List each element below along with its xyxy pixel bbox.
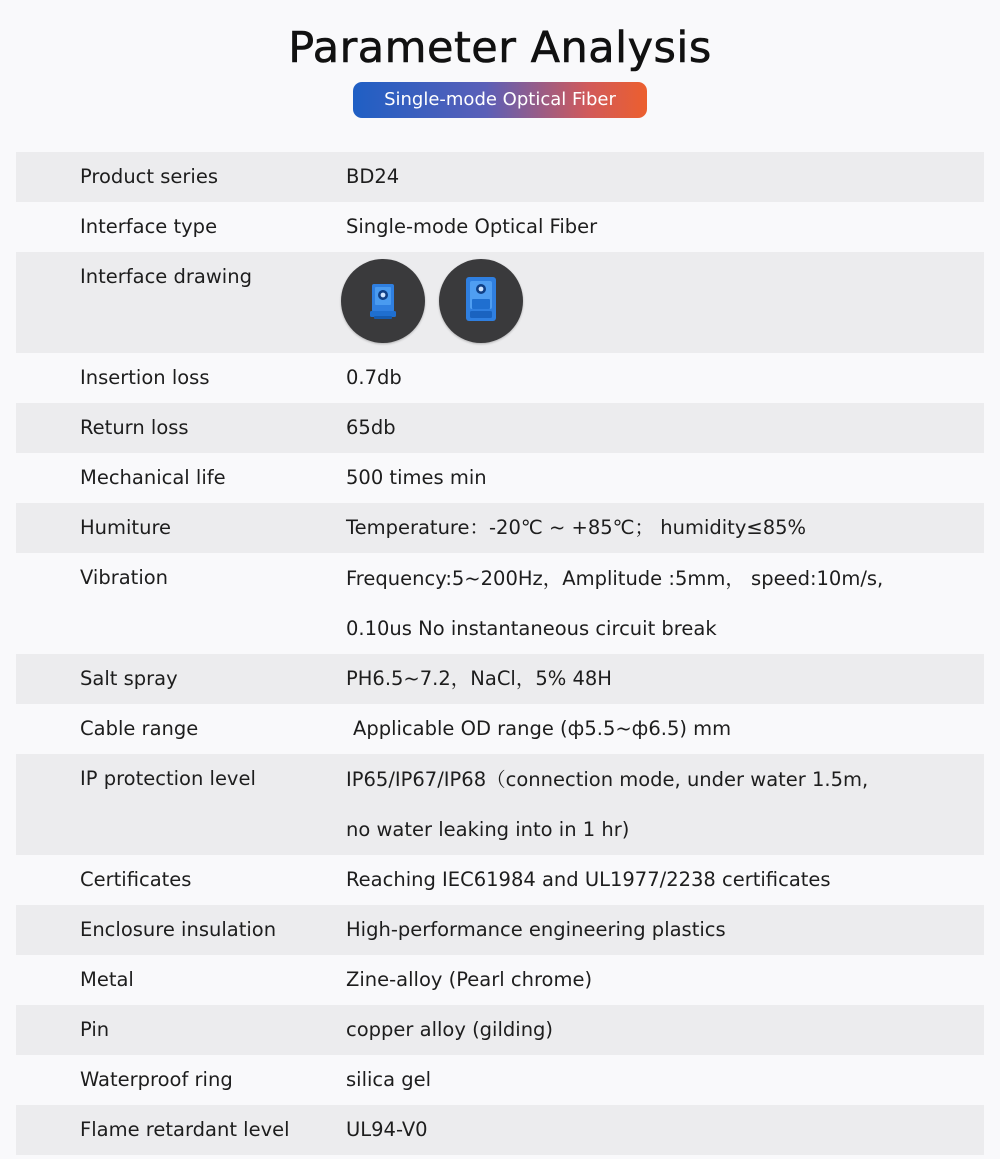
row-label: Interface type [80, 215, 218, 238]
row-label: Metal [80, 968, 134, 991]
row-value [346, 654, 612, 704]
table-row-mechanical-life [16, 453, 984, 503]
fiber-socket-square-icon [439, 259, 523, 343]
table-row-vibration [16, 553, 984, 654]
table-row-waterproof-ring [16, 1055, 984, 1105]
row-label: Product series [80, 165, 218, 188]
row-label: Insertion loss [80, 366, 210, 389]
table-row-flame-retardant-level [16, 1105, 984, 1155]
row-value [346, 704, 731, 754]
row-value [346, 152, 399, 202]
row-label: Waterproof ring [80, 1068, 233, 1091]
row-value [346, 353, 402, 403]
row-label: Certificates [80, 868, 192, 891]
row-value-line: 500 times min [346, 466, 487, 489]
row-value [346, 403, 396, 453]
row-value [346, 1105, 428, 1155]
row-value-line: IP65/IP67/IP68（connection mode, under water 1.5m, [346, 768, 869, 791]
row-value-line: Reaching IEC61984 and UL1977/2238 certificates [346, 868, 831, 891]
row-label: Humiture [80, 516, 172, 539]
row-value [346, 553, 883, 654]
row-value [346, 855, 831, 905]
row-label: Flame retardant level [80, 1118, 290, 1141]
row-label: Pin [80, 1018, 110, 1041]
table-row-enclosure-insulation [16, 905, 984, 955]
row-value [346, 453, 487, 503]
row-value-line: UL94-V0 [346, 1118, 428, 1141]
row-value [346, 503, 806, 553]
row-label: Mechanical life [80, 466, 226, 489]
page-title: Parameter Analysis [288, 23, 712, 73]
row-value [346, 905, 726, 955]
table-row-return-loss [16, 403, 984, 453]
table-row-humiture [16, 503, 984, 553]
table-row-interface-type [16, 202, 984, 252]
row-value [346, 202, 597, 252]
table-row-ip-protection-level [16, 754, 984, 855]
table-row-interface-drawing [16, 252, 984, 353]
badge-wrapper [0, 82, 1000, 118]
parameter-table [16, 152, 984, 1155]
row-label: Enclosure insulation [80, 918, 277, 941]
row-label: Cable range [80, 717, 199, 740]
subtitle-badge: Single-mode Optical Fiber [353, 82, 647, 118]
table-row-insertion-loss [16, 353, 984, 403]
row-value-line: Frequency:5~200Hz，Amplitude :5mm， speed:10m/s, [346, 567, 884, 590]
table-row-metal [16, 955, 984, 1005]
table-row-product-series [16, 152, 984, 202]
table-row-certificates [16, 855, 984, 905]
row-label: Return loss [80, 416, 189, 439]
row-value [346, 1005, 553, 1055]
row-value-line: no water leaking into in 1 hr) [346, 818, 630, 841]
row-label: IP protection level [80, 767, 256, 790]
table-row-salt-spray [16, 654, 984, 704]
interface-drawing-icons [341, 259, 523, 343]
row-value-line: High-performance engineering plastics [346, 918, 726, 941]
table-row-pin [16, 1005, 984, 1055]
row-value-line: 0.7db [346, 366, 402, 389]
row-label: Interface drawing [80, 265, 252, 288]
row-value-line: silica gel [346, 1068, 432, 1091]
table-row-cable-range [16, 704, 984, 754]
row-value [346, 754, 868, 855]
row-value-line: 65db [346, 416, 396, 439]
row-value-line: PH6.5~7.2，NaCl，5% 48H [346, 667, 612, 690]
row-value-line: Applicable OD range (ф5.5~ф6.5) mm [353, 717, 732, 740]
row-value-line: Temperature：-20℃ ~ +85℃； humidity≤85% [346, 516, 807, 539]
row-label: Vibration [80, 566, 169, 589]
row-value-line: Zine-alloy (Pearl chrome) [346, 968, 593, 991]
row-value [346, 1055, 431, 1105]
row-label: Salt spray [80, 667, 178, 690]
row-value-line: BD24 [346, 165, 400, 188]
row-value-line: 0.10us No instantaneous circuit break [346, 617, 717, 640]
row-value-line: Single-mode Optical Fiber [346, 215, 598, 238]
fiber-socket-front-icon [341, 259, 425, 343]
row-value [346, 955, 592, 1005]
row-value-line: copper alloy (gilding) [346, 1018, 554, 1041]
